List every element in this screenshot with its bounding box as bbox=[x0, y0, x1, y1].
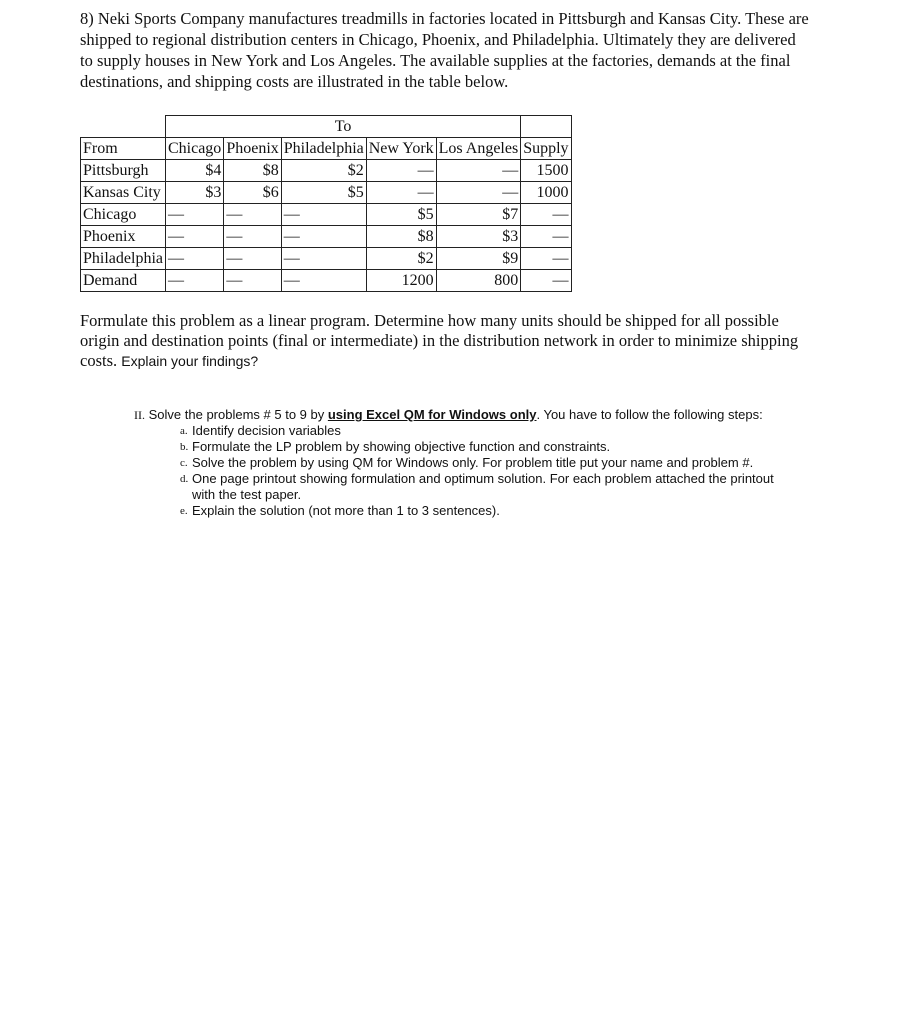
table-cell: $6 bbox=[224, 182, 281, 204]
table-cell: $5 bbox=[281, 182, 366, 204]
column-header: Philadelphia bbox=[281, 138, 366, 160]
table-cell: — bbox=[224, 226, 281, 248]
table-cell: — bbox=[224, 248, 281, 270]
intro-before: Solve the problems # 5 to 9 by bbox=[148, 407, 325, 422]
table-row bbox=[81, 270, 572, 292]
table-cell: $8 bbox=[366, 226, 436, 248]
table-cell: — bbox=[521, 204, 571, 226]
list-item bbox=[180, 439, 774, 455]
table-cell: — bbox=[281, 226, 366, 248]
table-cell: — bbox=[521, 270, 571, 292]
row-label: Kansas City bbox=[81, 182, 166, 204]
instructions-block bbox=[134, 407, 774, 519]
formulate-tail: Explain your findings? bbox=[121, 353, 259, 369]
problem-body: Neki Sports Company manufactures treadmills in factories located in Pittsburgh and Kansas City. These are shipped to regional distribution centers in Chicago, Phoenix, and Philadelphia. Ultimately they are delivered to supply houses in New York and Los Angeles. The available supplies at the factories, demands at the final destinations, and shipping costs are illustrated in the table below. bbox=[80, 9, 809, 91]
table-row bbox=[81, 226, 572, 248]
column-header: Phoenix bbox=[224, 138, 281, 160]
table-cell: — bbox=[366, 160, 436, 182]
list-item bbox=[180, 471, 774, 503]
step-letter: a. bbox=[180, 425, 188, 437]
step-text: Explain the solution (not more than 1 to 3 sentences). bbox=[192, 503, 500, 518]
table-cell: — bbox=[366, 182, 436, 204]
table-cell: — bbox=[521, 248, 571, 270]
column-header: New York bbox=[366, 138, 436, 160]
table-cell: $2 bbox=[366, 248, 436, 270]
table-cell: $5 bbox=[366, 204, 436, 226]
section-numeral: II. bbox=[134, 408, 145, 422]
step-letter: e. bbox=[180, 505, 188, 517]
table-row bbox=[81, 160, 572, 182]
table-cell: 1000 bbox=[521, 182, 571, 204]
table-cell: — bbox=[224, 204, 281, 226]
table-row bbox=[81, 248, 572, 270]
table-cell: — bbox=[165, 270, 223, 292]
table-cell: $4 bbox=[165, 160, 223, 182]
table-cell: $2 bbox=[281, 160, 366, 182]
table-row bbox=[81, 182, 572, 204]
instructions-intro bbox=[134, 407, 774, 423]
column-header: Supply bbox=[521, 138, 571, 160]
table-cell: — bbox=[165, 226, 223, 248]
table-cell: — bbox=[281, 248, 366, 270]
table-corner-blank bbox=[81, 116, 166, 138]
table-cell: — bbox=[281, 204, 366, 226]
from-header: From bbox=[81, 138, 166, 160]
problem-number: 8) bbox=[80, 9, 94, 28]
table-cell: $3 bbox=[165, 182, 223, 204]
to-header: To bbox=[165, 116, 520, 138]
intro-after: . You have to follow the following steps: bbox=[536, 407, 763, 422]
row-label: Demand bbox=[81, 270, 166, 292]
problem-statement bbox=[80, 8, 810, 92]
steps-list bbox=[134, 423, 774, 519]
table-cell: $7 bbox=[436, 204, 521, 226]
table-cell: 1500 bbox=[521, 160, 571, 182]
formulate-paragraph bbox=[80, 311, 810, 371]
table-cell: $9 bbox=[436, 248, 521, 270]
table-to-header-row bbox=[81, 116, 572, 138]
table-cell: — bbox=[165, 248, 223, 270]
table-cell: 800 bbox=[436, 270, 521, 292]
column-header: Chicago bbox=[165, 138, 223, 160]
step-text: Formulate the LP problem by showing objective function and constraints. bbox=[192, 439, 611, 454]
formulate-body: Formulate this problem as a linear program. Determine how many units should be shipped for all possible origin and destination points (final or intermediate) in the distribution network in order to minimize shipping costs. bbox=[80, 311, 799, 370]
table-cell: — bbox=[521, 226, 571, 248]
row-label: Phoenix bbox=[81, 226, 166, 248]
intro-emphasis: using Excel QM for Windows only bbox=[327, 407, 537, 422]
row-label: Philadelphia bbox=[81, 248, 166, 270]
table-cell: 1200 bbox=[366, 270, 436, 292]
row-label: Pittsburgh bbox=[81, 160, 166, 182]
step-text: Identify decision variables bbox=[192, 423, 341, 438]
step-letter: b. bbox=[180, 441, 189, 453]
table-cell: — bbox=[436, 160, 521, 182]
row-label: Chicago bbox=[81, 204, 166, 226]
list-item bbox=[180, 455, 774, 471]
table-cell: — bbox=[281, 270, 366, 292]
step-letter: d. bbox=[180, 473, 189, 485]
step-text: One page printout showing formulation and optimum solution. For each problem attached the printout with the test paper. bbox=[192, 471, 774, 502]
table-cell: $8 bbox=[224, 160, 281, 182]
table-column-header-row bbox=[81, 138, 572, 160]
list-item bbox=[180, 503, 774, 519]
table-cell: — bbox=[165, 204, 223, 226]
column-header: Los Angeles bbox=[436, 138, 521, 160]
shipping-cost-table bbox=[80, 115, 572, 292]
table-cell: — bbox=[436, 182, 521, 204]
table-row bbox=[81, 204, 572, 226]
table-cell: — bbox=[224, 270, 281, 292]
table-cell: $3 bbox=[436, 226, 521, 248]
list-item bbox=[180, 423, 774, 439]
step-text: Solve the problem by using QM for Windows only. For problem title put your name and problem #. bbox=[192, 455, 754, 470]
supply-header-spacer bbox=[521, 116, 571, 138]
step-letter: c. bbox=[180, 457, 188, 469]
